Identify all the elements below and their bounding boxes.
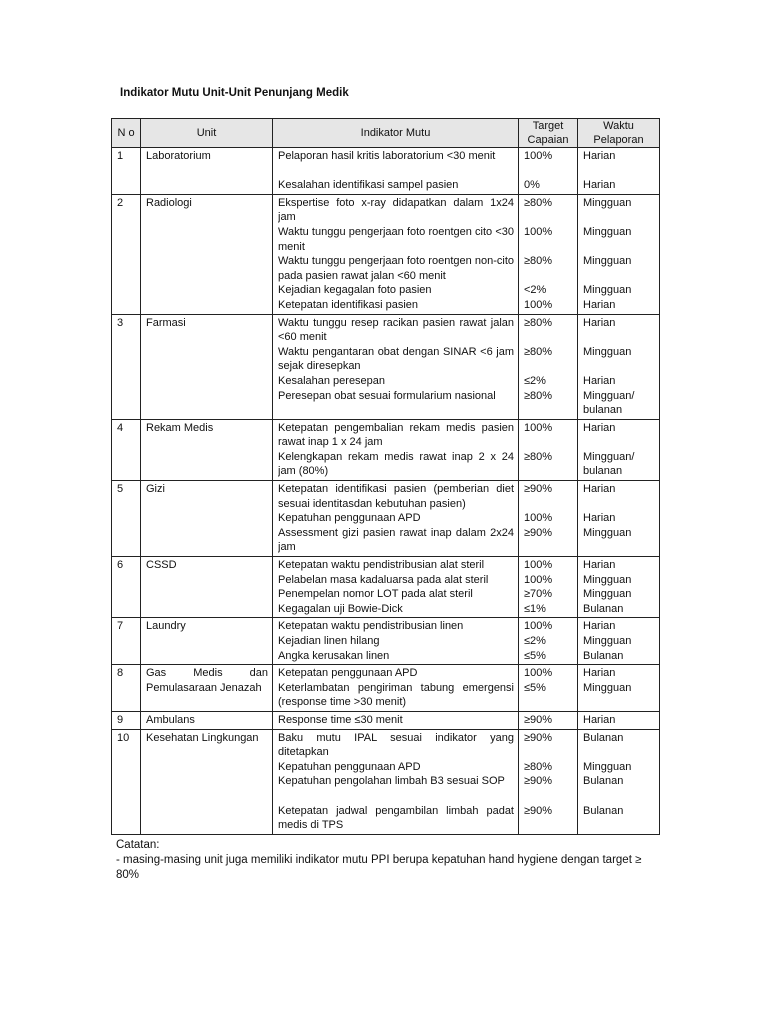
indikator-text: Kelengkapan rekam medis rawat inap 2 x 24 jam (80%)	[278, 450, 514, 478]
waktu-value: Harian	[583, 179, 616, 192]
indikator-text: Penempelan nomor LOT pada alat steril	[278, 588, 473, 601]
notes-line: - masing-masing unit juga memiliki indikator mutu PPI berupa kepatuhan hand hygiene dengan target ≥ 80%	[116, 854, 642, 881]
target-value: ≥80%	[524, 389, 553, 402]
indikator-cell	[273, 557, 519, 618]
waktu-value: Mingguan	[583, 588, 632, 601]
indikator-text: Kepatuhan penggunaan APD	[278, 512, 421, 525]
waktu-value: Mingguan	[583, 760, 632, 773]
waktu-value: Mingguan/ bulanan	[583, 450, 635, 478]
waktu-cell	[578, 557, 660, 618]
target-cell	[519, 729, 578, 834]
row-number: 8	[112, 665, 141, 712]
target-value: ≤1%	[524, 602, 546, 615]
indikator-cell	[273, 419, 519, 480]
row-number: 1	[112, 148, 141, 195]
target-value: ≥90%	[524, 713, 553, 726]
indikator-text: Ketepatan jadwal pengambilan limbah padat medis di TPS	[278, 804, 514, 832]
waktu-value: Mingguan	[583, 255, 632, 268]
target-value: <2%	[524, 284, 547, 297]
waktu-value: Bulanan	[583, 602, 624, 615]
indikator-cell	[273, 665, 519, 712]
row-number: 10	[112, 729, 141, 834]
table-row	[112, 419, 660, 480]
indikator-text: Pelaporan hasil kritis laboratorium <30 menit	[278, 150, 496, 162]
target-cell	[519, 314, 578, 419]
waktu-value: Harian	[583, 512, 616, 525]
indikator-cell	[273, 481, 519, 557]
table-header-row	[112, 119, 660, 148]
indikator-text: Waktu tunggu resep racikan pasien rawat jalan <60 menit	[278, 316, 514, 344]
row-number: 3	[112, 314, 141, 419]
target-cell	[519, 618, 578, 665]
indicator-table	[111, 118, 660, 835]
indikator-text: Ketepatan penggunaan APD	[278, 667, 418, 680]
unit-name: Laundry	[141, 618, 273, 665]
indikator-cell	[273, 618, 519, 665]
target-value: 100%	[524, 421, 553, 434]
indikator-text: Ekspertise foto x-ray didapatkan dalam 1x24 jam	[278, 196, 514, 224]
table-row	[112, 314, 660, 419]
waktu-cell	[578, 419, 660, 480]
waktu-value: Bulanan	[583, 775, 624, 788]
waktu-value: Mingguan	[583, 345, 632, 358]
unit-name: CSSD	[141, 557, 273, 618]
target-value: ≥80%	[524, 255, 553, 268]
target-value: 100%	[524, 573, 553, 586]
waktu-value: Bulanan	[583, 731, 624, 744]
indikator-text: Peresepan obat sesuai formularium nasional	[278, 389, 496, 402]
indikator-text: Waktu tunggu pengerjaan foto roentgen non-cito pada pasien rawat jalan <60 menit	[278, 255, 514, 282]
waktu-value: Mingguan/ bulanan	[583, 389, 635, 417]
waktu-value: Harian	[583, 374, 616, 387]
table-row	[112, 481, 660, 557]
waktu-value: Harian	[583, 713, 616, 726]
target-value: 0%	[524, 179, 540, 192]
waktu-cell	[578, 729, 660, 834]
waktu-value: Harian	[583, 421, 616, 434]
target-value: ≥90%	[524, 483, 553, 496]
waktu-cell	[578, 148, 660, 195]
indikator-text: Kegagalan uji Bowie-Dick	[278, 602, 403, 615]
indikator-text: Ketepatan identifikasi pasien (pemberian diet sesuai identitasdan kebutuhan pasien)	[278, 483, 514, 510]
indikator-text: Kejadian linen hilang	[278, 635, 380, 647]
indikator-cell	[273, 314, 519, 419]
waktu-value: Mingguan	[583, 284, 632, 297]
target-cell	[519, 194, 578, 314]
indikator-text: Kepatuhan pengolahan limbah B3 sesuai SOP	[278, 775, 505, 788]
target-cell	[519, 419, 578, 480]
table-row	[112, 665, 660, 712]
waktu-value: Harian	[583, 316, 616, 329]
table-body	[112, 148, 660, 835]
target-value: 100%	[524, 559, 553, 572]
target-value: ≥80%	[524, 196, 553, 209]
target-value: ≤2%	[524, 374, 546, 387]
target-cell	[519, 148, 578, 195]
indikator-cell	[273, 194, 519, 314]
unit-name: Ambulans	[141, 711, 273, 729]
table-row	[112, 148, 660, 195]
target-value: 100%	[524, 667, 553, 680]
indikator-cell	[273, 711, 519, 729]
header-no: N o	[112, 119, 141, 148]
waktu-value: Harian	[583, 298, 616, 311]
target-value: ≤5%	[524, 681, 546, 694]
target-cell	[519, 711, 578, 729]
target-value: 100%	[524, 150, 553, 162]
target-cell	[519, 665, 578, 712]
indikator-text: Assessment gizi pasien rawat inap dalam 2x24 jam	[278, 526, 514, 554]
target-value: 100%	[524, 298, 553, 311]
header-waktu: Waktu Pelaporan	[578, 119, 660, 148]
notes-heading: Catatan:	[116, 839, 160, 851]
target-value: ≥80%	[524, 450, 553, 463]
target-value: 100%	[524, 512, 553, 525]
waktu-value: Harian	[583, 150, 616, 162]
indikator-text: Waktu tunggu pengerjaan foto roentgen cito <30 menit	[278, 225, 514, 253]
target-value: ≥90%	[524, 731, 553, 744]
row-number: 6	[112, 557, 141, 618]
unit-name: Gizi	[141, 481, 273, 557]
indikator-text: Ketepatan pengembalian rekam medis pasien rawat inap 1 x 24 jam	[278, 421, 514, 449]
indikator-text: Kejadian kegagalan foto pasien	[278, 284, 432, 297]
header-target: Target Capaian	[519, 119, 578, 148]
waktu-value: Mingguan	[583, 681, 632, 694]
header-unit: Unit	[141, 119, 273, 148]
indikator-cell	[273, 148, 519, 195]
indikator-text: Ketepatan waktu pendistribusian linen	[278, 620, 464, 633]
waktu-value: Harian	[583, 559, 616, 572]
indikator-text: Response time ≤30 menit	[278, 713, 403, 726]
target-value: ≤2%	[524, 635, 546, 647]
waktu-cell	[578, 194, 660, 314]
target-value: ≥70%	[524, 588, 553, 601]
waktu-value: Mingguan	[583, 225, 632, 238]
row-number: 7	[112, 618, 141, 665]
waktu-cell	[578, 665, 660, 712]
row-number: 5	[112, 481, 141, 557]
waktu-value: Bulanan	[583, 804, 624, 817]
table-row	[112, 711, 660, 729]
target-cell	[519, 557, 578, 618]
indikator-text: Baku mutu IPAL sesuai indikator yang ditetapkan	[278, 731, 514, 759]
indikator-text: Waktu pengantaran obat dengan SINAR <6 jam sejak diresepkan	[278, 345, 514, 373]
row-number: 9	[112, 711, 141, 729]
waktu-cell	[578, 711, 660, 729]
waktu-value: Harian	[583, 483, 616, 496]
unit-name: Rekam Medis	[141, 419, 273, 480]
unit-name: Farmasi	[141, 314, 273, 419]
target-value: ≥90%	[524, 804, 553, 817]
header-indikator: Indikator Mutu	[273, 119, 519, 148]
indikator-text: Kepatuhan penggunaan APD	[278, 760, 421, 773]
target-value: 100%	[524, 620, 553, 633]
table-row	[112, 729, 660, 834]
table-row	[112, 618, 660, 665]
unit-name: Kesehatan Lingkungan	[141, 729, 273, 834]
waktu-value: Mingguan	[583, 573, 632, 586]
target-value: 100%	[524, 225, 553, 238]
waktu-cell	[578, 618, 660, 665]
row-number: 4	[112, 419, 141, 480]
row-number: 2	[112, 194, 141, 314]
waktu-value: Mingguan	[583, 196, 632, 209]
target-value: ≤5%	[524, 649, 546, 662]
target-value: ≥80%	[524, 316, 553, 329]
waktu-value: Mingguan	[583, 526, 632, 539]
target-cell	[519, 481, 578, 557]
unit-name: Gas Medis dan Pemulasaraan Jenazah	[141, 665, 273, 712]
waktu-value: Bulanan	[583, 649, 624, 662]
notes	[116, 838, 656, 883]
waktu-cell	[578, 481, 660, 557]
unit-name: Radiologi	[141, 194, 273, 314]
table-row	[112, 194, 660, 314]
waktu-cell	[578, 314, 660, 419]
indikator-text: Ketepatan waktu pendistribusian alat steril	[278, 559, 485, 572]
indikator-text: Angka kerusakan linen	[278, 649, 390, 662]
table-row	[112, 557, 660, 618]
indikator-text: Keterlambatan pengiriman tabung emergensi (response time >30 menit)	[278, 681, 514, 709]
unit-name: Laboratorium	[141, 148, 273, 195]
document-title: Indikator Mutu Unit-Unit Penunjang Medik	[120, 87, 349, 99]
indikator-text: Ketepatan identifikasi pasien	[278, 298, 419, 311]
target-value: ≥90%	[524, 526, 553, 539]
waktu-value: Mingguan	[583, 635, 632, 647]
indikator-text: Kesalahan identifikasi sampel pasien	[278, 179, 459, 192]
indikator-text: Pelabelan masa kadaluarsa pada alat steril	[278, 573, 489, 586]
waktu-value: Harian	[583, 620, 616, 633]
target-value: ≥80%	[524, 345, 553, 358]
waktu-value: Harian	[583, 667, 616, 680]
indikator-text: Kesalahan peresepan	[278, 374, 386, 387]
indikator-cell	[273, 729, 519, 834]
target-value: ≥90%	[524, 775, 553, 788]
target-value: ≥80%	[524, 760, 553, 773]
